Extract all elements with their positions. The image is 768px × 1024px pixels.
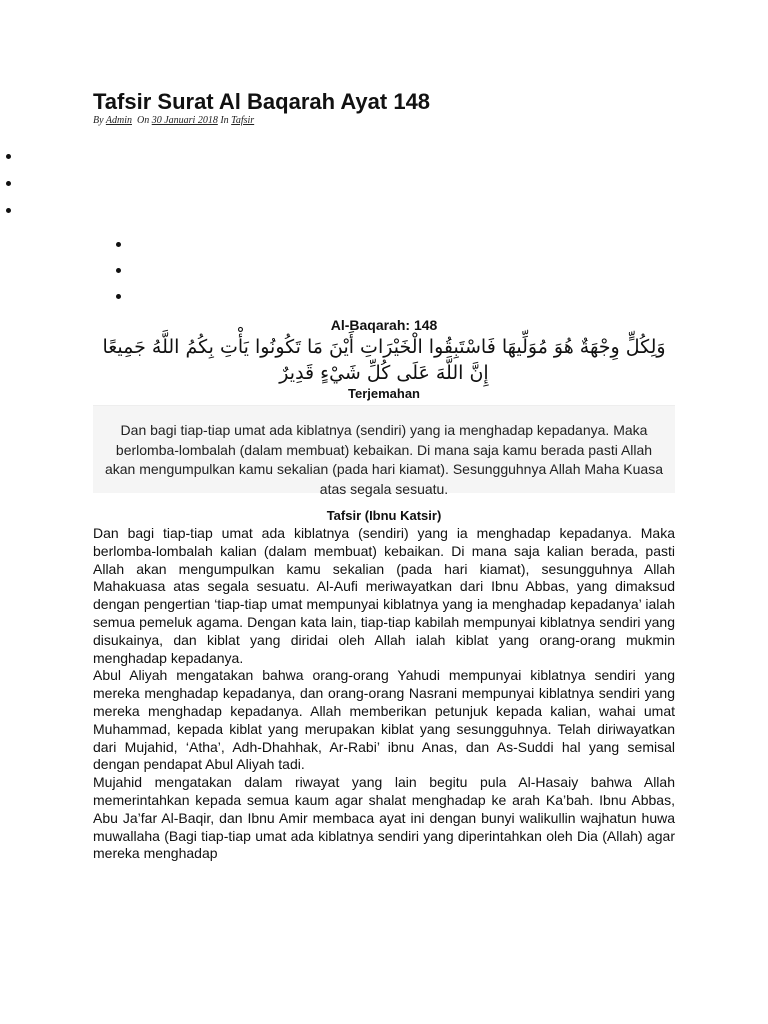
byline-by-label: By [93, 115, 104, 126]
share-list-bullet [6, 208, 11, 213]
tafsir-body [93, 525, 675, 863]
byline-on-label: On [136, 115, 150, 126]
article-byline [93, 114, 254, 128]
share-list-bullet [6, 154, 11, 159]
share-list-bullet [6, 181, 11, 186]
translation-text: Dan bagi tiap-tiap umat ada kiblatnya (sendiri) yang ia menghadap kepadanya. Maka berlomba-lombalah (dalam membuat) kebaikan. Di mana saja kamu berada pasti Allah akan mengumpulkan kamu sekalian (pada hari kiamat). Sesungguhnya Allah Maha Kuasa atas segala sesuatu. [104, 422, 663, 497]
share-list-bullet [116, 268, 121, 273]
date-link[interactable]: 30 Januari 2018 [151, 115, 218, 126]
tafsir-heading: Tafsir (Ibnu Katsir) [326, 508, 442, 523]
article-title: Tafsir Surat Al Baqarah Ayat 148 [93, 89, 431, 114]
tafsir-paragraph: Abul Aliyah mengatakan bahwa orang-orang Yahudi mempunyai kiblatnya sendiri yang mereka menghadap kepadanya, dan orang-orang Nasrani mempunyai kiblatnya sendiri yang mereka menghadap kepadanya. Allah memberikan petunjuk kepada kalian, wahai umat Muhammad, kepada kiblat yang merupakan kiblat yang sesungguhnya. Telah diriwayatkan dari Mujahid, ‘Atha’, Adh-Dhahhak, Ar-Rabi’ ibnu Anas, dan As-Suddi hal yang semisal dengan pendapat Abul Aliyah tadi. [93, 667, 675, 773]
category-link[interactable]: Tafsir [231, 115, 255, 126]
translation-box [93, 405, 675, 497]
author-link[interactable]: Admin [105, 115, 132, 126]
byline-in-label: In [220, 115, 229, 126]
tafsir-paragraph: Dan bagi tiap-tiap umat ada kiblatnya (sendiri) yang ia menghadap kepadanya. Maka berlomba-lombalah kalian (dalam membuat) kebaikan. Di mana saja kalian berada, pasti Allah akan mengumpulkan kamu sekalian (pada hari kiamat), sesungguhnya Allah Mahakuasa atas segala sesuatu. Al-Aufi meriwayatkan dari Ibnu Abbas, yang dimaksud dengan pengertian ‘tiap-tiap umat mempunyai kiblatnya yang ia menghadap kepadanya’ ialah semua pemeluk agama. Dengan kata lain, tiap-tiap kabilah mempunyai kiblatnya sendiri yang disukainya, dan kiblat yang diridai oleh Allah ialah kiblat yang orang-orang mukmin menghadap kepadanya. [93, 525, 675, 666]
arabic-verse: وَلِكُلٍّ وِجْهَةٌ هُوَ مُوَلِّيهَا فَاسْتَبِقُوا الْخَيْرَاتِ أَيْنَ مَا تَكُونُوا يَأْتِ بِكُمُ اللَّهُ جَمِيعًا إِنَّ اللَّهَ عَلَى كُلِّ شَيْءٍ قَدِيرٌ [102, 336, 666, 384]
share-list-bullet [116, 294, 121, 299]
share-list-bullet [116, 242, 121, 247]
tafsir-paragraph: Mujahid mengatakan dalam riwayat yang lain begitu pula Al-Hasaiy bahwa Allah memerintahkan kepada semua kaum agar shalat menghadap ke arah Ka’bah. Ibnu Abbas, Abu Ja’far Al-Baqir, dan Ibnu Amir membaca ayat ini dengan bunyi walikullin wajhatun huwa muwallaha (Bagi tiap-tiap umat ada kiblatnya sendiri yang diperintahkan oleh Dia (Allah) agar mereka menghadap [93, 774, 675, 862]
verse-reference: Al-Baqarah: 148 [330, 317, 438, 333]
translation-heading: Terjemahan [347, 386, 420, 401]
